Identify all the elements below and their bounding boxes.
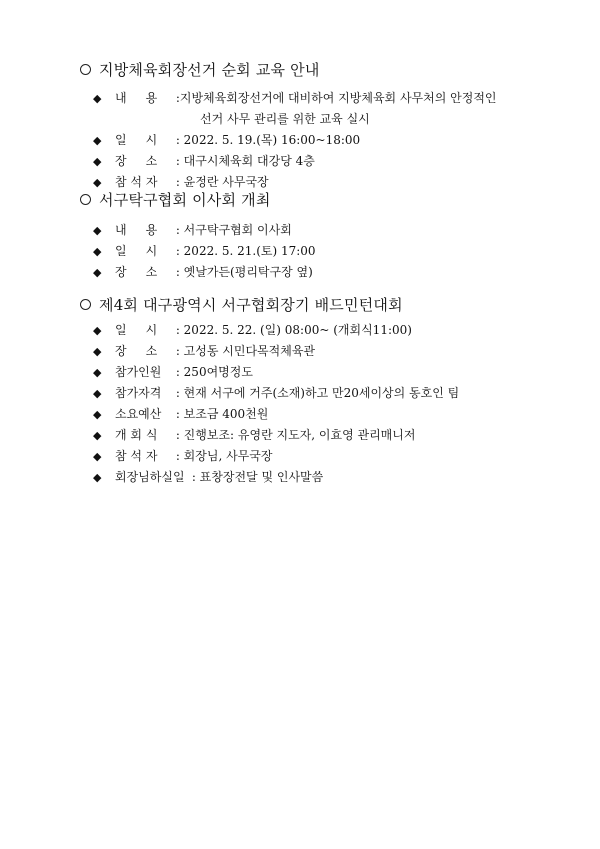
item-value: 250여명정도: [183, 365, 253, 379]
list-item: [80, 341, 560, 362]
item-value: 윤정란 사무국장: [183, 175, 269, 189]
circle-bullet-icon: [80, 64, 91, 75]
item-separator: :: [172, 265, 184, 279]
diamond-bullet-icon: ◆: [93, 245, 102, 258]
item-value: 대구시체육회 대강당 4층: [183, 154, 315, 168]
list-item: [80, 404, 560, 425]
section-title: [80, 186, 560, 212]
diamond-bullet-icon: ◆: [93, 471, 102, 484]
diamond-bullet-icon: ◆: [93, 450, 102, 463]
item-separator: :: [172, 407, 184, 421]
diamond-bullet-icon: ◆: [93, 224, 102, 237]
item-separator: :: [172, 323, 184, 337]
list-item: [80, 262, 560, 283]
item-label: 개 회 식: [115, 428, 158, 442]
list-item: [80, 220, 560, 241]
diamond-bullet-icon: ◆: [93, 429, 102, 442]
item-separator: :: [172, 175, 184, 189]
circle-bullet-icon: [80, 194, 91, 205]
item-separator: :: [172, 91, 180, 105]
circle-bullet-icon: [80, 299, 91, 310]
item-separator: :: [172, 386, 184, 400]
diamond-bullet-icon: ◆: [93, 155, 102, 168]
section-title-text: 서구탁구협회 이사회 개최: [99, 190, 271, 209]
list-item: [80, 241, 560, 262]
list-item: [80, 425, 560, 446]
item-label: 내 용: [115, 223, 158, 237]
diamond-bullet-icon: ◆: [93, 176, 102, 189]
diamond-bullet-icon: ◆: [93, 366, 102, 379]
section-election-training: [80, 56, 560, 193]
item-separator: :: [172, 365, 184, 379]
item-separator: :: [172, 133, 184, 147]
item-value-continued: 선거 사무 관리를 위한 교육 실시: [200, 112, 370, 126]
diamond-bullet-icon: ◆: [93, 266, 102, 279]
item-label: 참 석 자: [115, 449, 158, 463]
item-separator: :: [172, 244, 184, 258]
item-label: 일 시: [115, 244, 158, 258]
item-separator: :: [172, 223, 184, 237]
diamond-bullet-icon: ◆: [93, 408, 102, 421]
section-title: [80, 291, 560, 317]
item-label: 내 용: [115, 91, 158, 105]
list-item: [80, 383, 560, 404]
section-title-text: 제4회 대구광역시 서구협회장기 배드민턴대회: [99, 295, 403, 314]
item-value: 2022. 5. 22. (일) 08:00~ (개회식11:00): [183, 323, 412, 337]
section-table-tennis-board: [80, 186, 560, 283]
list-item: [80, 467, 560, 488]
item-value: 회장님, 사무국장: [183, 449, 273, 463]
item-value: 고성동 시민다목적체육관: [183, 344, 315, 358]
item-label: 참 석 자: [115, 175, 158, 189]
list-item: [80, 130, 560, 151]
item-value: 2022. 5. 19.(목) 16:00~18:00: [183, 133, 361, 147]
item-label: 일 시: [115, 133, 158, 147]
item-value: 2022. 5. 21.(토) 17:00: [183, 244, 316, 258]
item-value: 옛날가든(평리탁구장 옆): [183, 265, 313, 279]
item-separator: :: [188, 470, 200, 484]
item-label: 참가자격: [115, 386, 162, 400]
diamond-bullet-icon: ◆: [93, 92, 102, 105]
section-badminton-tournament: [80, 291, 560, 488]
item-value: 지방체육회장선거에 대비하여 지방체육회 사무처의 안정적인: [179, 91, 497, 105]
item-separator: :: [172, 154, 184, 168]
list-item: [80, 320, 560, 341]
section-title-text: 지방체육회장선거 순회 교육 안내: [99, 60, 320, 79]
list-item: [80, 151, 560, 172]
item-value: 표창장전달 및 인사말씀: [199, 470, 324, 484]
item-separator: :: [172, 344, 184, 358]
item-label: 장 소: [115, 344, 158, 358]
item-value: 서구탁구협회 이사회: [183, 223, 292, 237]
item-separator: :: [172, 449, 184, 463]
item-label: 회장님하실일: [115, 470, 185, 484]
item-label: 소요예산: [115, 407, 162, 421]
list-item: [80, 362, 560, 383]
item-value: 보조금 400천원: [183, 407, 269, 421]
item-separator: :: [172, 428, 184, 442]
item-label: 참가인원: [115, 365, 162, 379]
diamond-bullet-icon: ◆: [93, 324, 102, 337]
item-label: 장 소: [115, 154, 158, 168]
diamond-bullet-icon: ◆: [93, 345, 102, 358]
section-title: [80, 56, 560, 82]
item-value: 진행보조: 유영란 지도자, 이효영 관리매니저: [183, 428, 416, 442]
item-label: 장 소: [115, 265, 158, 279]
list-item: [80, 446, 560, 467]
list-item: [80, 88, 560, 130]
diamond-bullet-icon: ◆: [93, 134, 102, 147]
item-label: 일 시: [115, 323, 158, 337]
item-value: 현재 서구에 거주(소재)하고 만20세이상의 동호인 팀: [183, 386, 460, 400]
diamond-bullet-icon: ◆: [93, 387, 102, 400]
